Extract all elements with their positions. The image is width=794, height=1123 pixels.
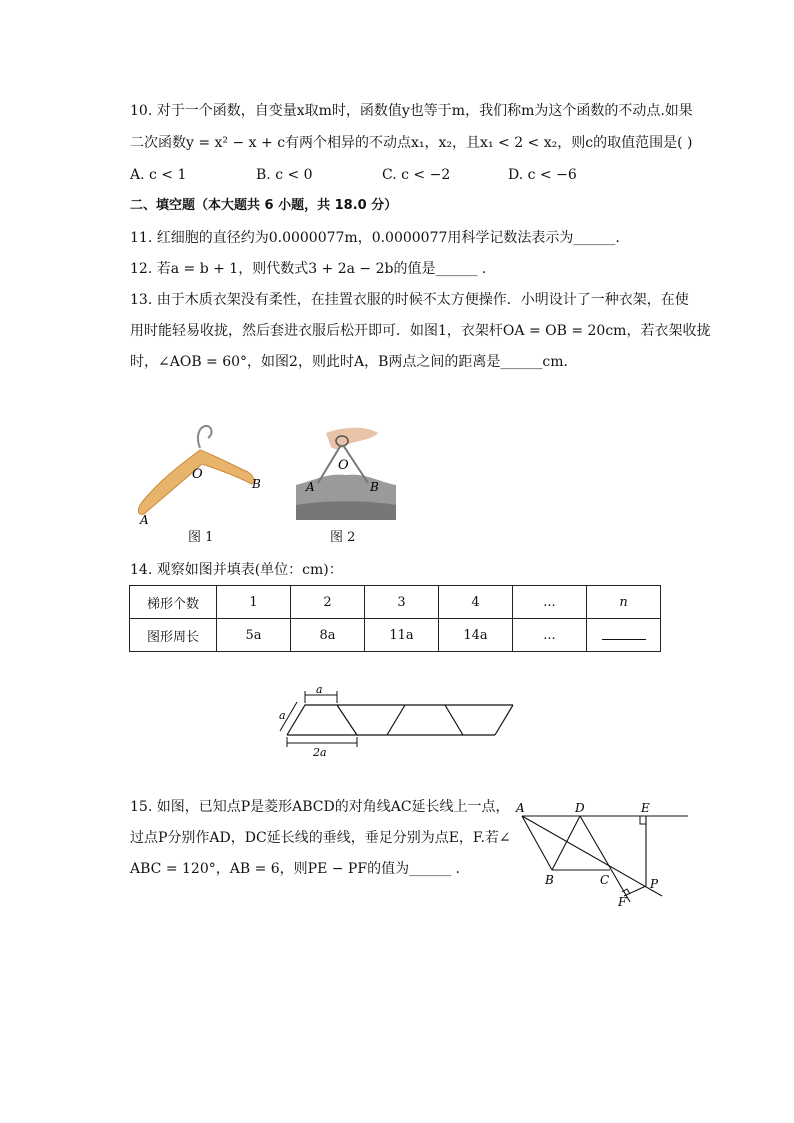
table-cell: 8a <box>291 619 365 652</box>
q14-table <box>129 585 661 652</box>
table-cell: 4 <box>439 586 513 619</box>
q12-text: 12. 若a = b + 1，则代数式3 + 2a − 2b的值是______ . <box>130 261 487 277</box>
table-row <box>130 619 661 652</box>
fig2-label-o: O <box>338 458 349 473</box>
q13-line3: 时，∠AOB = 60°，如图2，则此时A，B两点之间的距离是______cm． <box>130 354 578 370</box>
q10-option-d: D. c < −6 <box>508 167 577 183</box>
fig1-caption: 图 1 <box>188 530 214 545</box>
table-cell: 5a <box>217 619 291 652</box>
q15-label-b: B <box>545 873 554 887</box>
fig1-label-a: A <box>140 513 149 527</box>
q15-label-c: C <box>600 873 610 887</box>
q11-text: 11. 红细胞的直径约为0.0000077m，0.0000077用科学记数法表示为______. <box>130 230 620 246</box>
q15-label-e: E <box>641 801 650 815</box>
q10-option-a: A. c < 1 <box>130 167 187 183</box>
q10-line1: 10. 对于一个函数，自变量x取m时，函数值y也等于m，我们称m为这个函数的不动点.如果 <box>130 103 693 119</box>
trapezoid-figure <box>275 683 520 758</box>
q10-option-c: C. c < −2 <box>382 167 451 183</box>
fig2-label-b: B <box>370 480 379 494</box>
q15-label-d: D <box>575 801 585 815</box>
trapezoid-top-label: a <box>316 683 323 696</box>
q15-line2: 过点P分别作AD，DC延长线的垂线，垂足分别为点E，F.若∠ <box>130 830 511 846</box>
table-cell: 图形周长 <box>130 619 217 652</box>
q10-option-b: B. c < 0 <box>256 167 313 183</box>
q15-label-a: A <box>516 801 525 815</box>
fig2-caption: 图 2 <box>330 530 356 545</box>
trapezoid-bottom-label: 2a <box>313 746 327 759</box>
q15-label-f: F <box>618 895 627 909</box>
table-cell: 11a <box>365 619 439 652</box>
table-cell: 梯形个数 <box>130 586 217 619</box>
fig2-label-a: A <box>306 480 315 494</box>
q14-text: 14. 观察如图并填表(单位：cm)： <box>130 562 343 578</box>
fig1-label-b: B <box>252 477 261 491</box>
table-row <box>130 586 661 619</box>
hanger-figure-2 <box>296 425 396 525</box>
table-cell: 14a <box>439 619 513 652</box>
table-cell: 1 <box>217 586 291 619</box>
q13-line1: 13. 由于木质衣架没有柔性，在挂置衣服的时候不太方便操作．小明设计了一种衣架，在使 <box>130 292 689 308</box>
q15-label-p: P <box>650 877 659 891</box>
table-cell: n <box>587 586 661 619</box>
q15-line1: 15. 如图，已知点P是菱形ABCD的对角线AC延长线上一点， <box>130 799 510 815</box>
q13-line2: 用时能轻易收拢，然后套进衣服后松开即可．如图1，衣架杆OA = OB = 20cm，若衣架收拢 <box>130 323 711 339</box>
q15-line3: ABC = 120°，AB = 6，则PE − PF的值为______ . <box>130 861 460 877</box>
trapezoid-side-label: a <box>279 709 286 722</box>
table-cell: ... <box>513 619 587 652</box>
hanger-figure-1 <box>130 420 270 530</box>
table-cell: 3 <box>365 586 439 619</box>
section-fill-in-title: 二、填空题（本大题共 6 小题，共 18.0 分） <box>130 198 398 213</box>
table-cell: ... <box>513 586 587 619</box>
table-answer-blank[interactable] <box>587 619 661 652</box>
q10-line2: 二次函数y = x² − x + c有两个相异的不动点x₁，x₂，且x₁ < 2 < x₂，则c的取值范围是( ) <box>130 135 693 151</box>
fig1-label-o: O <box>192 467 203 482</box>
rhombus-figure <box>512 798 692 908</box>
table-cell: 2 <box>291 586 365 619</box>
